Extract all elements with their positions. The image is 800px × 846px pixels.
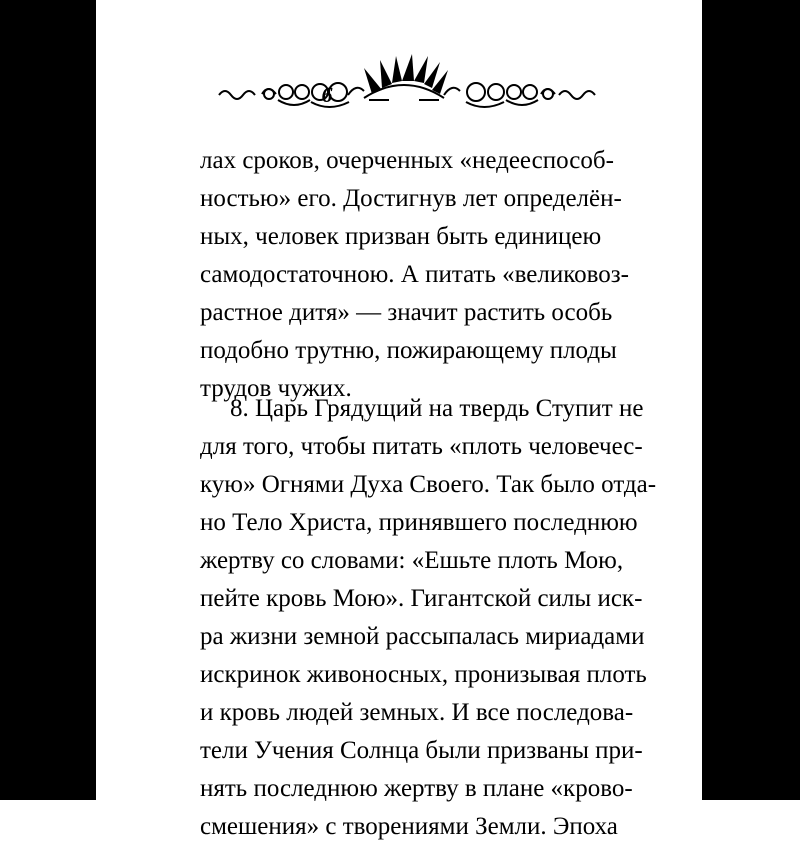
- text-line: нять последнюю жертву в плане «крово-: [200, 775, 633, 802]
- text-line: трудов чужих.: [200, 375, 352, 402]
- text-line: тели Учения Солнца были призваны при-: [200, 737, 643, 764]
- text-line: смешения» с творениями Земли. Эпоха: [200, 813, 618, 840]
- right-black-margin: [702, 0, 800, 800]
- text-line: подобно трутню, пожирающему плоды: [200, 337, 617, 364]
- text-line: но Тело Христа, принявшего последнюю: [200, 509, 638, 536]
- text-line: ных, человек призван быть единицею: [200, 223, 602, 250]
- text-line: пейте кровь Мою». Гигантской силы иск-: [200, 585, 643, 612]
- left-black-margin: [0, 0, 96, 800]
- sun-ornament-icon: [214, 50, 664, 120]
- text-line: лах сроков, очерченных «недееспособ-: [200, 147, 614, 174]
- page-number: 6: [321, 82, 333, 107]
- text-line: жертву со словами: «Ешьте плоть Мою,: [200, 547, 624, 574]
- text-line: самодостаточною. А питать «великовоз-: [200, 261, 629, 288]
- text-line: растное дитя» — значит растить особь: [200, 299, 613, 326]
- paragraph-2: [200, 390, 657, 846]
- text-line: ностью» его. Достигнув лет определён-: [200, 185, 622, 212]
- text-line: ра жизни земной рассыпалась мириадами: [200, 623, 645, 650]
- text-line: искринок живоносных, пронизывая плоть: [200, 661, 647, 688]
- text-line: кую» Огнями Духа Своего. Так было отда-: [200, 471, 657, 498]
- text-line: 8. Царь Грядущий на твердь Ступит не: [230, 395, 644, 422]
- paragraph-1: [200, 142, 629, 408]
- text-line: для того, чтобы питать «плоть человечес-: [200, 433, 643, 460]
- text-line: и кровь людей земных. И все последова-: [200, 699, 634, 726]
- book-page: [96, 0, 702, 840]
